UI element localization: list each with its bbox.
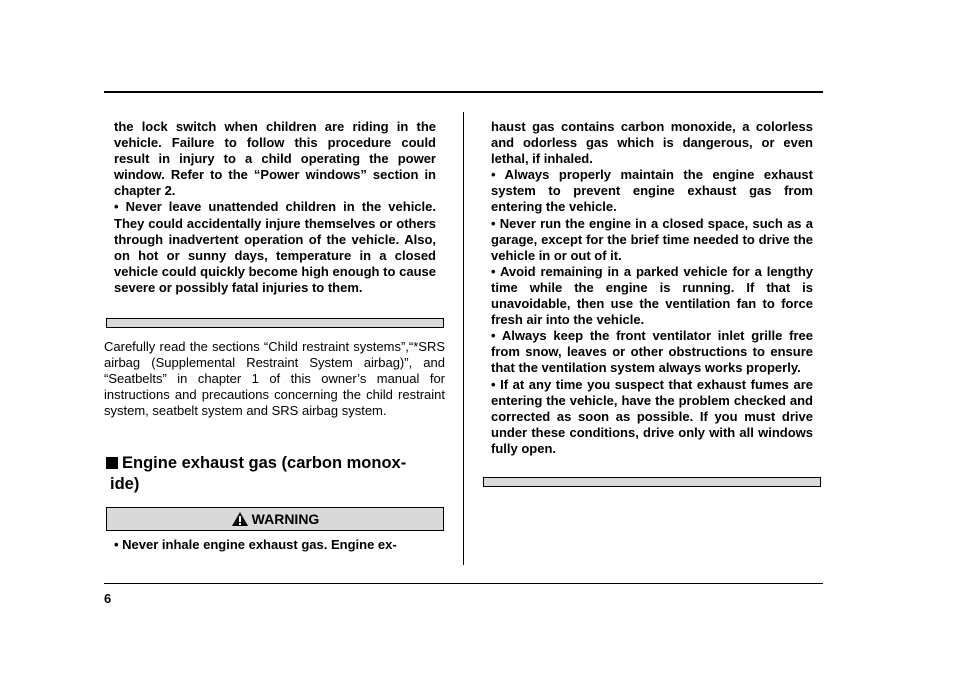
bullet-unattended-children: • Never leave unattended children in the vehicle. They could accidentally injure themselves or others through inadvertent operation of the vehicle. Also, on hot or sunny days, temperature in a closed vehicle could quickly become high enough to cause severe or possibly fatal injuries to them. [114, 199, 436, 295]
body-text [104, 339, 445, 419]
warning-end-bar [106, 318, 444, 328]
heading-line2: ide) [110, 475, 140, 493]
column-divider [463, 112, 464, 565]
bullet-closed-space: • Never run the engine in a closed space, such as a garage, except for the brief time needed to drive the vehicle in or out of it. [491, 215, 813, 263]
heading-line1: Engine exhaust gas (carbon monox- [122, 454, 407, 472]
warning-continued-text: the lock switch when children are riding in the vehicle. Failure to follow this procedure could result in injury to a child operating the power window. Refer to the “Power windows” section in chapter 2. [114, 119, 436, 199]
heading-square-icon [106, 457, 118, 469]
warning-end-bar-right [483, 477, 821, 487]
child-restraint-paragraph: Carefully read the sections “Child restraint systems”,“*SRS airbag (Supplemental Restraint System airbag)”, and “Seatbelts” in chapter 1 of this owner’s manual for instructions and precautions concerning the child restraint system, seatbelt system and SRS airbag system. [104, 339, 445, 418]
bullet-maintain-exhaust: • Always properly maintain the engine exhaust system to prevent engine exhaust gas from entering the vehicle. [491, 167, 813, 215]
page-number: 6 [104, 591, 112, 606]
inhale-bullet-block [114, 537, 444, 553]
left-warning-continuation [114, 119, 436, 296]
warning-label: WARNING [251, 511, 320, 527]
warning-box [106, 507, 444, 531]
warning-triangle-icon [231, 511, 249, 527]
exhaust-continued-text: haust gas contains carbon monoxide, a colorless and odorless gas which is dangerous, or even lethal, if inhaled. [491, 119, 813, 167]
bullet-parked-vehicle: • Avoid remaining in a parked vehicle for a lengthy time while the engine is running. If that is unavoidable, then use the ventilation fan to force fresh air into the vehicle. [491, 263, 813, 328]
bottom-rule [104, 583, 823, 584]
right-warning-continuation [491, 119, 813, 457]
bullet-never-inhale: • Never inhale engine exhaust gas. Engine ex- [114, 537, 397, 552]
bullet-ventilator-grille: • Always keep the front ventilator inlet grille free from snow, leaves or other obstructions to ensure that the ventilation system always works properly. [491, 328, 813, 376]
section-heading [106, 453, 446, 495]
bullet-exhaust-fumes: • If at any time you suspect that exhaust fumes are entering the vehicle, have the problem checked and corrected as soon as possible. If you must drive under these conditions, drive only with all windows fully open. [491, 376, 813, 456]
top-rule [104, 91, 823, 93]
